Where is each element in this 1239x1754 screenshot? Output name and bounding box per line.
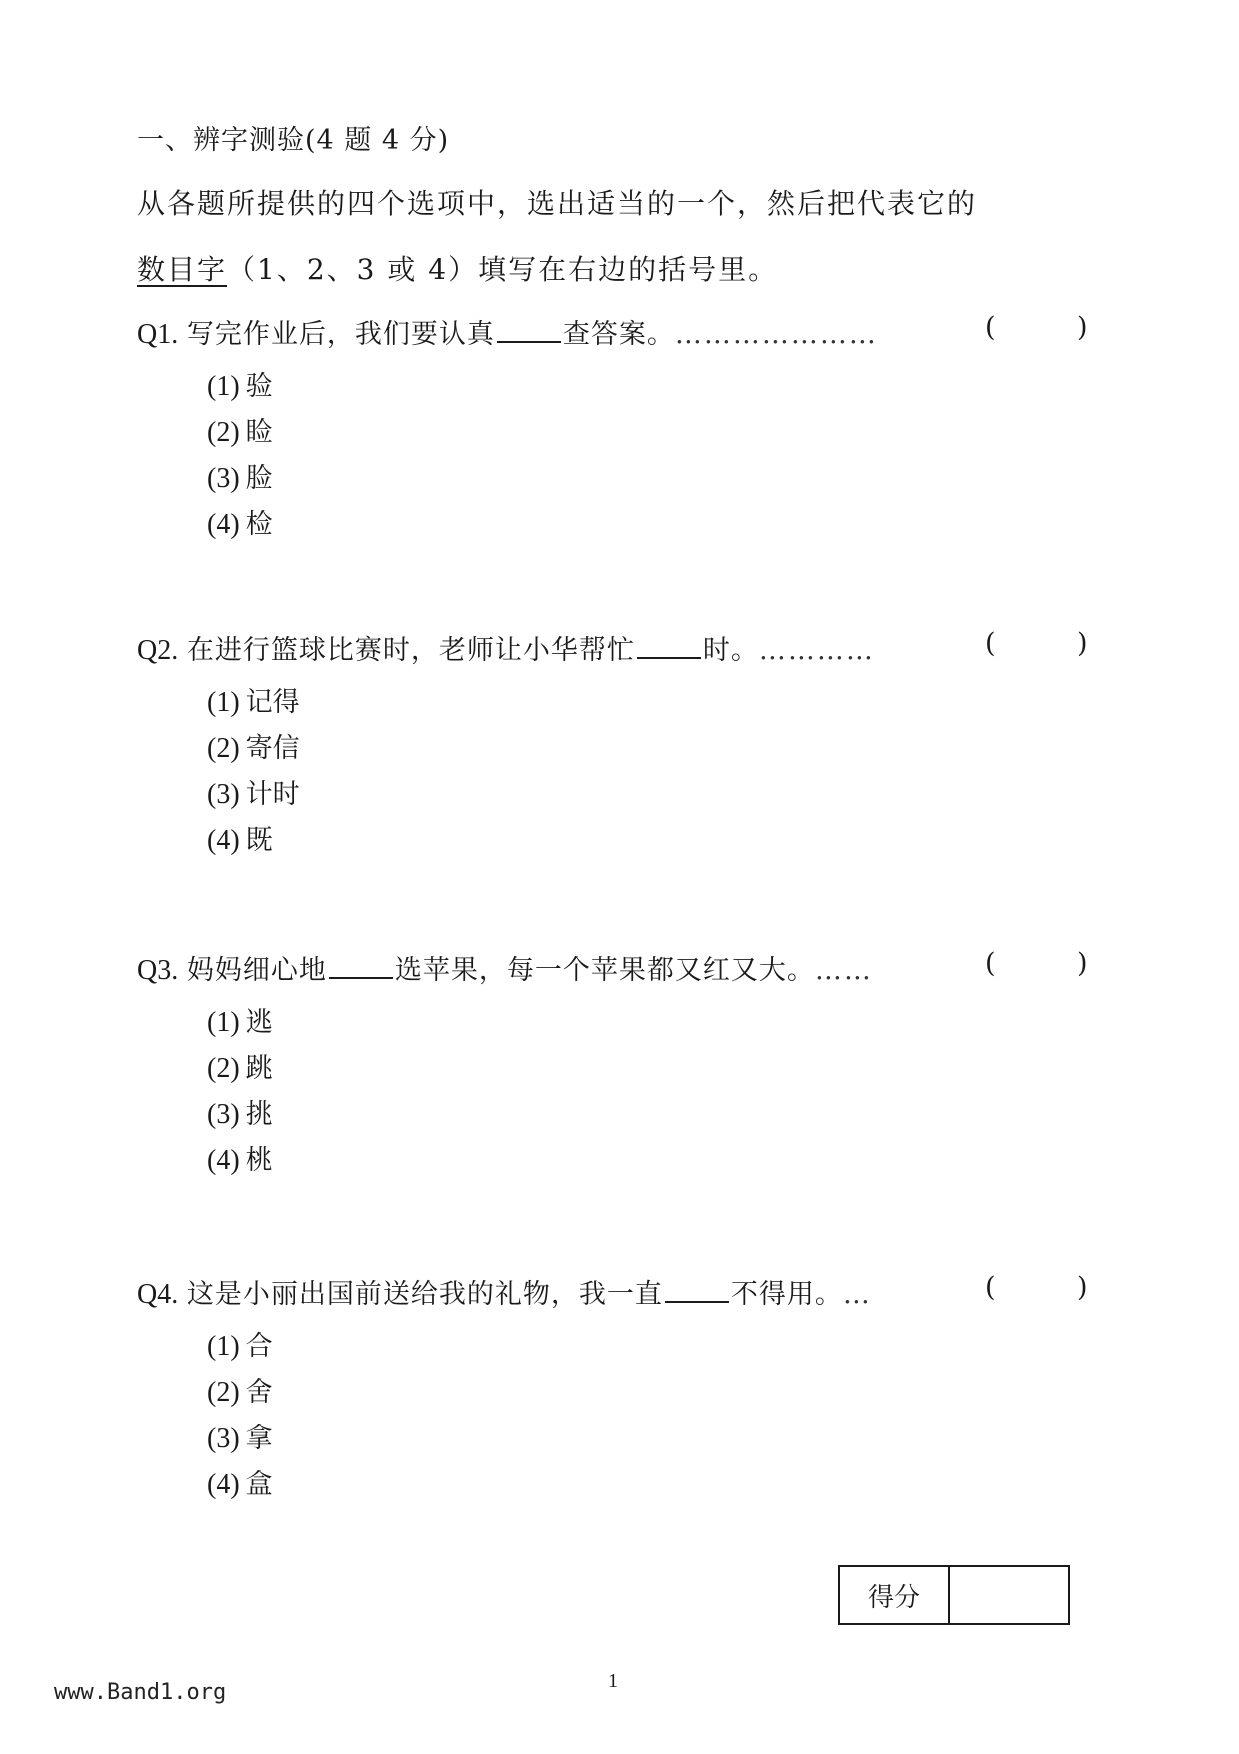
option-number: (2)	[207, 417, 240, 448]
option-item	[207, 680, 1097, 726]
answer-blank	[665, 1279, 729, 1303]
option-text: 既	[245, 825, 273, 856]
page-number: 1	[608, 1670, 618, 1692]
score-label: 得分	[840, 1567, 950, 1623]
option-text: 验	[245, 371, 273, 402]
score-box	[838, 1565, 1070, 1625]
option-text: 跳	[245, 1053, 273, 1084]
question-text-before: 这是小丽出国前送给我的礼物，我一直	[186, 1279, 663, 1310]
option-item	[207, 1092, 1097, 1138]
question-3-stem	[137, 948, 1097, 988]
question-text-before: 妈妈细心地	[186, 955, 327, 986]
option-text: 计时	[245, 779, 300, 810]
score-value-cell	[950, 1567, 1068, 1623]
option-list	[207, 1324, 1097, 1508]
option-text: 拿	[245, 1423, 273, 1454]
option-item	[207, 502, 1097, 548]
instruction-line-2-rest: （1、2、3 或 4）填写在右边的括号里。	[227, 253, 779, 286]
leader-dots: ……	[814, 955, 873, 986]
option-number: (3)	[207, 1099, 240, 1130]
question-label: Q1.	[137, 319, 179, 350]
option-item	[207, 772, 1097, 818]
question-1-stem	[137, 312, 1097, 352]
question-text-after: 不得用。	[730, 1279, 843, 1310]
option-item	[207, 364, 1097, 410]
option-text: 桃	[245, 1145, 273, 1176]
question-3	[137, 948, 1097, 1184]
question-2-stem	[137, 628, 1097, 668]
answer-blank	[497, 319, 561, 343]
question-text-after: 时。	[702, 635, 759, 666]
option-list	[207, 364, 1097, 548]
leader-dots: …	[842, 1279, 872, 1310]
option-number: (2)	[207, 733, 240, 764]
option-number: (4)	[207, 1145, 240, 1176]
question-text-after: 查答案。	[562, 319, 675, 350]
website-footer: www.Band1.org	[54, 1680, 227, 1705]
option-item	[207, 1416, 1097, 1462]
answer-blank	[637, 635, 701, 659]
answer-paren-left: (	[985, 312, 996, 343]
option-number: (3)	[207, 1423, 240, 1454]
option-number: (3)	[207, 463, 240, 494]
leader-dots: …………………	[674, 319, 878, 350]
instruction-line-1: 从各题所提供的四个选项中，选出适当的一个，然后把代表它的	[137, 187, 978, 220]
answer-paren-left: (	[985, 628, 996, 659]
answer-paren-left: (	[985, 948, 996, 979]
option-number: (4)	[207, 1469, 240, 1500]
option-number: (1)	[207, 1331, 240, 1362]
question-1	[137, 312, 1097, 548]
answer-blank	[329, 955, 393, 979]
leader-dots: …………	[758, 635, 875, 666]
option-text: 挑	[245, 1099, 273, 1130]
option-item	[207, 456, 1097, 502]
instruction-line-2	[137, 248, 778, 288]
option-list	[207, 1000, 1097, 1184]
option-item	[207, 818, 1097, 864]
option-number: (4)	[207, 509, 240, 540]
option-item	[207, 1046, 1097, 1092]
question-text-before: 在进行篮球比赛时，老师让小华帮忙	[186, 635, 635, 666]
answer-paren-right: )	[1077, 1272, 1088, 1303]
option-text: 睑	[245, 417, 273, 448]
option-text: 逃	[245, 1007, 273, 1038]
question-text-before: 写完作业后，我们要认真	[186, 319, 495, 350]
answer-paren-right: )	[1077, 312, 1088, 343]
question-label: Q3.	[137, 955, 179, 986]
option-text: 合	[245, 1331, 273, 1362]
answer-paren-right: )	[1077, 628, 1088, 659]
option-item	[207, 1462, 1097, 1508]
option-text: 检	[245, 509, 273, 540]
question-2	[137, 628, 1097, 864]
question-label: Q4.	[137, 1279, 179, 1310]
option-item	[207, 1370, 1097, 1416]
option-text: 盒	[245, 1469, 273, 1500]
option-text: 记得	[245, 687, 300, 718]
option-text: 寄信	[245, 733, 300, 764]
question-text-after: 选苹果，每一个苹果都又红又大。	[394, 955, 815, 986]
option-item	[207, 410, 1097, 456]
option-item	[207, 1000, 1097, 1046]
question-4	[137, 1272, 1097, 1508]
option-text: 脸	[245, 463, 273, 494]
option-number: (4)	[207, 825, 240, 856]
option-number: (1)	[207, 371, 240, 402]
answer-paren-right: )	[1077, 948, 1088, 979]
option-list	[207, 680, 1097, 864]
option-number: (2)	[207, 1377, 240, 1408]
option-text: 舍	[245, 1377, 273, 1408]
option-number: (3)	[207, 779, 240, 810]
option-number: (1)	[207, 687, 240, 718]
option-item	[207, 726, 1097, 772]
question-label: Q2.	[137, 635, 179, 666]
option-number: (1)	[207, 1007, 240, 1038]
answer-paren-left: (	[985, 1272, 996, 1303]
question-4-stem	[137, 1272, 1097, 1312]
section-title: 一、辨字测验(4 题 4 分)	[137, 125, 450, 156]
option-item	[207, 1138, 1097, 1184]
instruction-underlined-term: 数目字	[137, 253, 228, 286]
option-item	[207, 1324, 1097, 1370]
option-number: (2)	[207, 1053, 240, 1084]
